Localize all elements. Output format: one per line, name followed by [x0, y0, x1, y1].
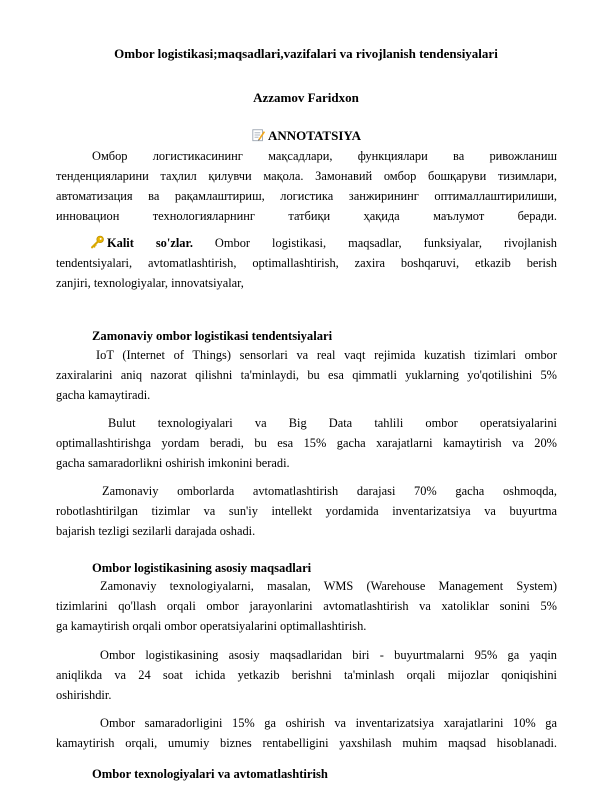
paragraph-line: Zamonaviy omborlarda avtomatlashtirish darajasi 70% gacha oshmoqda,: [102, 484, 557, 498]
annotation-paragraph: [56, 146, 557, 226]
section2-paragraph-2: [56, 645, 557, 705]
paragraph-line: aniqlikda va 24 soat ichida yetkazib berishni ta'minlash orqali mijozlar qoniqishini: [56, 668, 557, 682]
annotation-line: тенденцияларини таҳлил қилувчи мақола. Замонавий омбор бошқаруви тизимлари,: [56, 169, 557, 183]
keywords-paragraph: [56, 233, 557, 293]
paragraph-line: zaxiralarini aniq nazorat qilishni ta'minlaydi, bu esa qimmatli yuklarning yo'qotilishini 5%: [56, 368, 557, 382]
annotation-heading-row: [0, 126, 612, 146]
keywords-first-line: [56, 233, 557, 253]
paragraph-line: tizimlarini qo'llash orqali ombor jarayonlarini avtomatlashtirish va xatoliklar sonini 5%: [56, 599, 557, 613]
keywords-text: Ombor logistikasi, maqsadlar, funksiyalar, rivojlanish: [192, 236, 557, 250]
paragraph-line: ga kamaytirish orqali ombor operatsiyalarini optimallashtirish.: [56, 619, 367, 633]
section2-paragraph-1: [56, 576, 557, 636]
section1-paragraph-3: [56, 481, 557, 541]
paragraph-line: gacha samaradorlikni oshirish imkonini beradi.: [56, 456, 290, 470]
section1-paragraph-2: [56, 413, 557, 473]
paragraph-line: gacha kamaytiradi.: [56, 388, 151, 402]
paragraph-line: kamaytirish orqali, umumiy biznes rentabelligini yaxshilash muhim maqsad hisoblanadi.: [56, 736, 557, 750]
annotation-heading: ANNOTATSIYA: [268, 128, 361, 143]
key-icon: [90, 235, 105, 249]
paragraph-line: Ombor logistikasining asosiy maqsadlaridan biri - buyurtmalarni 95% ga yaqin: [100, 648, 557, 662]
annotation-line: Омбор логистикасининг мақсадлари, функциялари ва ривожланиш: [92, 149, 557, 163]
section1-paragraph-1: [56, 345, 557, 405]
paragraph-line: optimallashtirishga yordam beradi, bu esa 15% gacha xarajatlarni kamaytirish va 20%: [56, 436, 557, 450]
keywords-line: zanjiri, texnologiyalar, innovatsiyalar,: [56, 276, 244, 290]
paragraph-line: oshirishdir.: [56, 688, 112, 702]
annotation-line: инновацион технологияларнинг татбиқи ҳақида маълумот беради.: [56, 209, 557, 223]
paragraph-line: Zamonaviy texnologiyalarni, masalan, WMS (Warehouse Management System): [100, 579, 557, 593]
annotation-line: автоматизация ва рақамлаштириш, логистика занжирининг оптималлаштирилиши,: [56, 189, 557, 203]
paragraph-line: Bulut texnologiyalari va Big Data tahlili ombor operatsiyalarini: [108, 416, 557, 430]
section-heading: Zamonaviy ombor logistikasi tendentsiyalari: [92, 329, 333, 343]
section-heading: Ombor texnologiyalari va avtomatlashtirish: [92, 767, 328, 781]
section-heading: Ombor logistikasining asosiy maqsadlari: [92, 561, 312, 575]
paragraph-line: IoT (Internet of Things) sensorlari va real vaqt rejimida kuzatish tizimlari ombor: [96, 348, 557, 362]
paragraph-line: bajarish tezligi sezilarli darajada oshadi.: [56, 524, 256, 538]
author-name: Azzamov Faridxon: [253, 90, 359, 105]
keywords-label: Kalit so'zlar.: [107, 236, 193, 250]
memo-pencil-icon: [251, 128, 266, 142]
keywords-line: tendentsiyalari, avtomatlashtirish, optimallashtirish, zaxira boshqaruvi, etkazib berish: [56, 256, 557, 270]
document-title: Ombor logistikasi;maqsadlari,vazifalari va rivojlanish tendensiyalari: [114, 46, 498, 61]
section2-paragraph-3: [56, 713, 557, 753]
paragraph-line: Ombor samaradorligini 15% ga oshirish va inventarizatsiya xarajatlarini 10% ga: [100, 716, 557, 730]
paragraph-line: robotlashtirilgan tizimlar va sun'iy intellekt yordamida inventarizatsiya va buyurtma: [56, 504, 557, 518]
